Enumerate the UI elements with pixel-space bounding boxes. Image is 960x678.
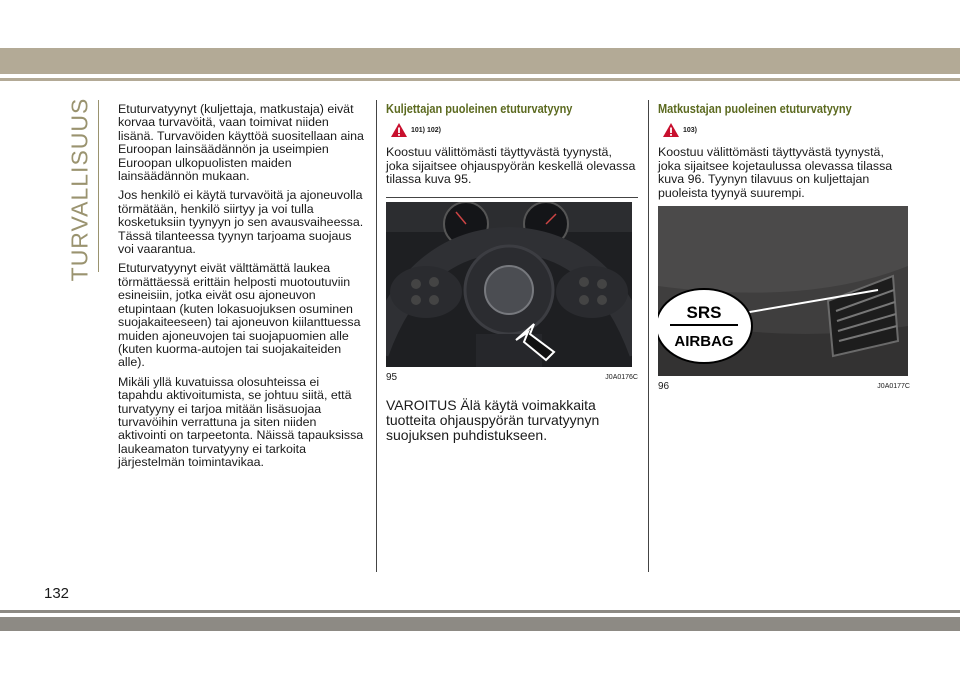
- section-title-rule: [98, 100, 99, 272]
- section-title: [60, 97, 100, 281]
- driver-airbag-heading: Kuljettajan puoleinen etuturvatyyny: [386, 102, 573, 116]
- figure-number: 95: [386, 371, 398, 383]
- section-title-text: TURVALLISUUS: [66, 97, 93, 281]
- cleaning-warning: VAROITUS Älä käytä voimakkaita tuotteita ohjauspyörän turvatyynyn suojuksen puhdistukseen.: [386, 397, 600, 444]
- bottom-rule: [0, 610, 960, 613]
- warning-refs: 103): [683, 126, 698, 134]
- figure-number: 96: [658, 381, 670, 393]
- warning-reference: [390, 122, 638, 138]
- paragraph: Etuturvatyynyt eivät välttämättä laukea törmättäessä erittäin helposti muotoutuviin esineisiin, jotka eivät osu ajoneuvon etupintaan (kuten lokasuojuksen osuminen suojakaiteeseen) tai ajoneuvon kiilanttuessa muiden ajoneuvojen tai suojapuomien alle (kuten kuorma-autojen tai suojakaiteiden alle).: [118, 261, 361, 370]
- column-3: [658, 103, 910, 393]
- column-2: [386, 103, 638, 443]
- driver-airbag-body: Koostuu välittömästi täyttyvästä tyynystä, joka sijaitsee ohjauspyörän keskellä olevassa tilassa kuva 95.: [386, 145, 636, 187]
- srs-label: SRS: [686, 303, 722, 323]
- paragraph: Etuturvatyynyt (kuljettaja, matkustaja) eivät korvaa turvavöitä, vaan toimivat niiden lisänä. Turvavöiden käyttöä suositellaan aina Euroopan lainsäädännön ja useimpien Euroopan ulkopuolisten maiden lainsäädännön mukaan.: [118, 102, 364, 184]
- bottom-band: [0, 617, 960, 631]
- warning-triangle-icon: [390, 122, 408, 138]
- page-number: 132: [44, 585, 70, 602]
- paragraph: Mikäli yllä kuvatuissa olosuhteissa ei tapahdu aktivoitumista, se johtuu siitä, että turvatyyny ei tarjoa mitään lisäsuojaa turvavöihin verrattuna ja siten niiden aktivointi on tarpeetonta. Näissä tapauksissa laukeamaton turvatyyny ei tarkoita järjestelmän toimintavikaa.: [118, 374, 364, 470]
- figure-95-caption: [386, 371, 638, 384]
- passenger-airbag-body: Koostuu välittömästi täyttyvästä tyynystä, joka sijaitsee kojetaulussa olevassa tilassa kuva 96. Tyynyn tilavuus on kuljettajan puoleista tyynyä suurempi.: [658, 145, 893, 200]
- figure-95-image: [386, 202, 632, 367]
- figure-code: J0A0177C: [877, 383, 910, 391]
- figure-96-image: [658, 206, 908, 376]
- paragraph: Jos henkilö ei käytä turvavöitä ja ajoneuvolla törmätään, henkilö siirtyy ja voi tulla kosketuksiin tyynyyn jo sen avausvaiheessa. Tässä tilanteessa tyynyn tarjoama suojaus voi vaarantua.: [118, 188, 364, 257]
- figure-code: J0A0176C: [605, 373, 638, 381]
- warning-refs: 101) 102): [411, 126, 441, 134]
- column-divider-1: [376, 100, 377, 572]
- top-band: [0, 48, 960, 74]
- column-1: [118, 103, 366, 476]
- column-divider-2: [648, 100, 649, 572]
- passenger-airbag-heading: Matkustajan puoleinen etuturvatyyny: [658, 102, 852, 116]
- steering-wheel-illustration: [386, 202, 632, 367]
- top-rule: [0, 78, 960, 81]
- dashboard-airbag-illustration: [658, 206, 908, 376]
- figure-rule: [386, 197, 638, 198]
- figure-96-caption: [658, 380, 910, 393]
- airbag-label: AIRBAG: [674, 333, 734, 351]
- warning-triangle-icon: [662, 122, 680, 138]
- warning-reference: [662, 122, 910, 138]
